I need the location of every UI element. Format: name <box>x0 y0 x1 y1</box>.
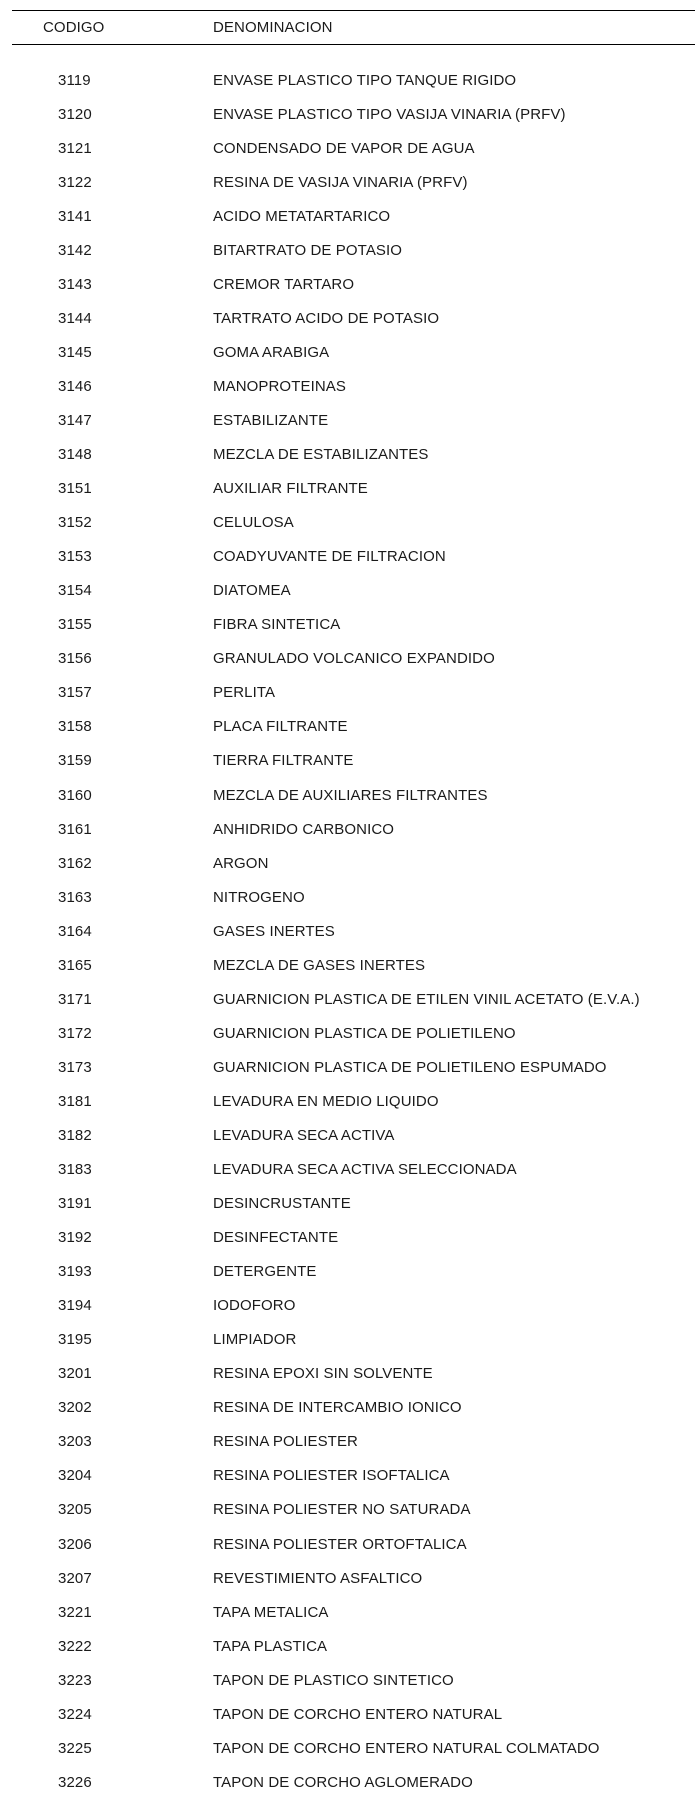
table-row <box>12 131 695 165</box>
row-name: MEZCLA DE AUXILIARES FILTRANTES <box>213 786 488 804</box>
table-row <box>12 1118 695 1152</box>
table-row <box>12 710 695 744</box>
table-row <box>12 676 695 710</box>
table-row <box>12 1493 695 1527</box>
row-code: 3165 <box>58 956 92 974</box>
row-code: 3205 <box>58 1501 92 1519</box>
codes-table <box>12 10 695 1799</box>
table-row <box>12 1016 695 1050</box>
row-code: 3224 <box>58 1705 92 1723</box>
table-row <box>12 1187 695 1221</box>
row-name: DIATOMEA <box>213 582 291 600</box>
row-name: TARTRATO ACIDO DE POTASIO <box>213 309 440 327</box>
header-denominacion: DENOMINACION <box>213 19 333 36</box>
table-row <box>12 1391 695 1425</box>
table-row <box>12 97 695 131</box>
row-code: 3152 <box>58 514 92 532</box>
table-row <box>12 1255 695 1289</box>
row-name: RESINA POLIESTER ORTOFTALICA <box>213 1535 467 1553</box>
row-name: TAPON DE CORCHO AGLOMERADO <box>213 1773 473 1791</box>
row-code: 3207 <box>58 1569 92 1587</box>
row-name: GUARNICION PLASTICA DE POLIETILENO ESPUMADO <box>213 1058 607 1076</box>
row-code: 3157 <box>58 684 92 702</box>
row-name: RESINA POLIESTER <box>213 1433 358 1451</box>
row-code: 3226 <box>58 1773 92 1791</box>
table-row <box>12 301 695 335</box>
row-code: 3223 <box>58 1671 92 1689</box>
table-row <box>12 506 695 540</box>
row-name: ACIDO METATARTARICO <box>213 207 391 225</box>
row-name: DETERGENTE <box>213 1263 317 1281</box>
table-row <box>12 1153 695 1187</box>
row-code: 3225 <box>58 1739 92 1757</box>
row-code: 3221 <box>58 1603 92 1621</box>
row-code: 3203 <box>58 1433 92 1451</box>
table-row <box>12 1459 695 1493</box>
row-name: RESINA DE INTERCAMBIO IONICO <box>213 1399 462 1417</box>
row-name: PERLITA <box>213 684 276 702</box>
row-code: 3206 <box>58 1535 92 1553</box>
table-row <box>12 1289 695 1323</box>
row-code: 3192 <box>58 1229 92 1247</box>
row-name: TAPA METALICA <box>213 1603 329 1621</box>
table-row <box>12 1561 695 1595</box>
row-code: 3172 <box>58 1024 92 1042</box>
table-row <box>12 335 695 369</box>
row-code: 3181 <box>58 1092 92 1110</box>
table-row <box>12 982 695 1016</box>
row-code: 3164 <box>58 922 92 940</box>
row-name: NITROGENO <box>213 888 305 906</box>
row-code: 3171 <box>58 990 92 1008</box>
row-code: 3153 <box>58 548 92 566</box>
row-name: DESINCRUSTANTE <box>213 1195 351 1213</box>
row-code: 3160 <box>58 786 92 804</box>
row-code: 3122 <box>58 173 92 191</box>
row-name: TAPA PLASTICA <box>213 1637 328 1655</box>
table-row <box>12 744 695 778</box>
row-name: RESINA DE VASIJA VINARIA (PRFV) <box>213 173 468 191</box>
row-code: 3202 <box>58 1399 92 1417</box>
row-name: PLACA FILTRANTE <box>213 718 348 736</box>
row-name: BITARTRATO DE POTASIO <box>213 241 403 259</box>
row-code: 3156 <box>58 650 92 668</box>
row-code: 3141 <box>58 207 92 225</box>
row-code: 3155 <box>58 616 92 634</box>
table-row <box>12 948 695 982</box>
row-name: RESINA EPOXI SIN SOLVENTE <box>213 1365 433 1383</box>
table-row <box>12 165 695 199</box>
table-row <box>12 1084 695 1118</box>
row-code: 3195 <box>58 1331 92 1349</box>
table-row <box>12 1765 695 1799</box>
row-name: ENVASE PLASTICO TIPO TANQUE RIGIDO <box>213 71 517 89</box>
row-name: TIERRA FILTRANTE <box>213 752 354 770</box>
table-header <box>12 10 695 45</box>
table-row <box>12 403 695 437</box>
row-code: 3142 <box>58 241 92 259</box>
row-name: RESINA POLIESTER NO SATURADA <box>213 1501 471 1519</box>
row-name: TAPON DE CORCHO ENTERO NATURAL COLMATADO <box>213 1739 600 1757</box>
row-name: TAPON DE CORCHO ENTERO NATURAL <box>213 1705 503 1723</box>
table-row <box>12 199 695 233</box>
row-name: LEVADURA SECA ACTIVA <box>213 1126 395 1144</box>
table-row <box>12 846 695 880</box>
table-row <box>12 642 695 676</box>
row-name: LEVADURA SECA ACTIVA SELECCIONADA <box>213 1161 517 1179</box>
row-code: 3120 <box>58 105 92 123</box>
table-row <box>12 812 695 846</box>
row-code: 3119 <box>58 71 91 89</box>
row-name: TAPON DE PLASTICO SINTETICO <box>213 1671 454 1689</box>
row-code: 3173 <box>58 1058 92 1076</box>
row-name: COADYUVANTE DE FILTRACION <box>213 548 446 566</box>
row-code: 3146 <box>58 377 92 395</box>
row-code: 3158 <box>58 718 92 736</box>
row-code: 3222 <box>58 1637 92 1655</box>
row-name: AUXILIAR FILTRANTE <box>213 480 368 498</box>
row-code: 3183 <box>58 1161 92 1179</box>
row-name: LIMPIADOR <box>213 1331 297 1349</box>
row-code: 3162 <box>58 854 92 872</box>
row-code: 3148 <box>58 446 92 464</box>
row-code: 3143 <box>58 275 92 293</box>
row-code: 3144 <box>58 309 92 327</box>
row-name: DESINFECTANTE <box>213 1229 339 1247</box>
row-name: CREMOR TARTARO <box>213 275 355 293</box>
table-row <box>12 1629 695 1663</box>
table-row <box>12 1425 695 1459</box>
table-row <box>12 880 695 914</box>
row-code: 3163 <box>58 888 92 906</box>
row-name: REVESTIMIENTO ASFALTICO <box>213 1569 423 1587</box>
row-name: GUARNICION PLASTICA DE ETILEN VINIL ACETATO (E.V.A.) <box>213 990 640 1008</box>
table-row <box>12 63 695 97</box>
row-code: 3159 <box>58 752 92 770</box>
table-row <box>12 472 695 506</box>
row-code: 3121 <box>58 139 92 157</box>
table-row <box>12 1595 695 1629</box>
row-name: ANHIDRIDO CARBONICO <box>213 820 395 838</box>
table-row <box>12 1697 695 1731</box>
table-row <box>12 1357 695 1391</box>
row-name: FIBRA SINTETICA <box>213 616 341 634</box>
table-row <box>12 540 695 574</box>
row-code: 3182 <box>58 1126 92 1144</box>
row-code: 3194 <box>58 1297 92 1315</box>
row-name: IODOFORO <box>213 1297 296 1315</box>
row-name: LEVADURA EN MEDIO LIQUIDO <box>213 1092 439 1110</box>
row-name: CONDENSADO DE VAPOR DE AGUA <box>213 139 475 157</box>
row-code: 3191 <box>58 1195 92 1213</box>
row-code: 3193 <box>58 1263 92 1281</box>
header-codigo: CODIGO <box>43 19 105 36</box>
row-name: GASES INERTES <box>213 922 335 940</box>
row-name: MEZCLA DE ESTABILIZANTES <box>213 446 429 464</box>
table-row <box>12 778 695 812</box>
table-row <box>12 438 695 472</box>
table-row <box>12 267 695 301</box>
table-row <box>12 233 695 267</box>
row-name: ESTABILIZANTE <box>213 411 329 429</box>
table-row <box>12 1527 695 1561</box>
table-row <box>12 574 695 608</box>
row-code: 3147 <box>58 411 92 429</box>
row-name: MANOPROTEINAS <box>213 377 346 395</box>
table-row <box>12 608 695 642</box>
row-name: CELULOSA <box>213 514 294 532</box>
row-name: GRANULADO VOLCANICO EXPANDIDO <box>213 650 495 668</box>
table-body <box>12 63 695 1799</box>
table-row <box>12 1221 695 1255</box>
table-row <box>12 1323 695 1357</box>
table-row <box>12 914 695 948</box>
row-code: 3161 <box>58 820 92 838</box>
table-row <box>12 1731 695 1765</box>
table-row <box>12 1663 695 1697</box>
row-code: 3154 <box>58 582 92 600</box>
row-name: GUARNICION PLASTICA DE POLIETILENO <box>213 1024 516 1042</box>
table-row <box>12 369 695 403</box>
row-code: 3151 <box>58 480 92 498</box>
row-name: MEZCLA DE GASES INERTES <box>213 956 426 974</box>
row-code: 3204 <box>58 1467 92 1485</box>
row-name: ENVASE PLASTICO TIPO VASIJA VINARIA (PRFV) <box>213 105 566 123</box>
table-row <box>12 1050 695 1084</box>
row-code: 3201 <box>58 1365 92 1383</box>
row-code: 3145 <box>58 343 92 361</box>
row-name: ARGON <box>213 854 269 872</box>
row-name: RESINA POLIESTER ISOFTALICA <box>213 1467 450 1485</box>
row-name: GOMA ARABIGA <box>213 343 330 361</box>
